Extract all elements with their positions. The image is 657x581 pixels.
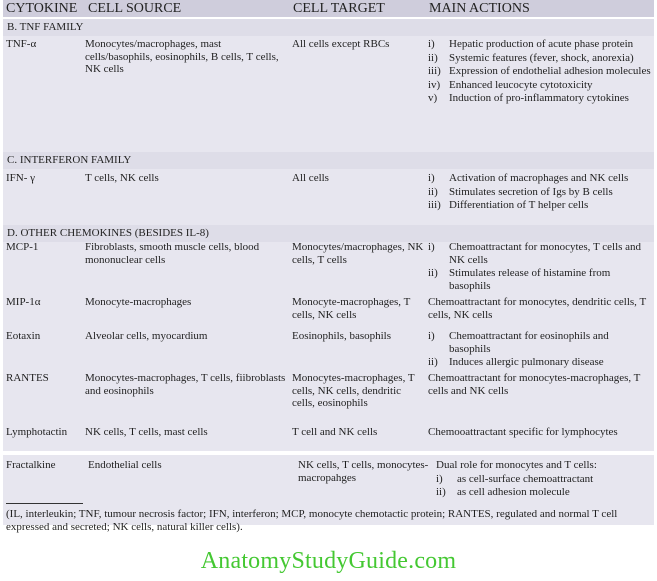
cell-target: T cell and NK cells: [292, 426, 378, 438]
footnote: (IL, interleukin; TNF, tumour necrosis factor; IFN, interferon; MCP, monocyte chemotactic protein; RANTES, regulated and normal T cell expressed and secreted; NK cells, natural killer cells).: [6, 508, 618, 533]
action-item: iii) Differentiation of T helper cells: [428, 199, 589, 211]
cytokine-name: RANTES: [6, 372, 49, 384]
action-item: ii) Systemic features (fever, shock, anorexia): [428, 51, 634, 64]
action-item: ii) Stimulates secretion of Igs by B cells: [428, 185, 613, 198]
cell-target: Monocytes-macrophages, T cells, NK cells, dendritic cells, eosinophils: [292, 372, 415, 409]
header-cell-target: CELL TARGET: [293, 1, 385, 16]
table-row-mcp1: [3, 241, 654, 293]
main-actions: [428, 330, 652, 369]
cell-source: Alveolar cells, myocardium: [85, 330, 208, 342]
cell-source: Monocytes-macrophages, T cells, fiibroblasts and eosinophils: [85, 372, 286, 397]
cell-source: Monocyte-macrophages: [85, 296, 192, 308]
action-item: i) Hepatic production of acute phase protein: [428, 38, 634, 50]
table-row-eotaxin: [3, 330, 654, 370]
cytokine-name: MCP-1: [6, 241, 39, 253]
cell-target: Monocyte-macrophages, T cells, NK cells: [292, 296, 411, 321]
header-cytokine: CYTOKINE: [6, 1, 78, 16]
cell-source: Monocytes/macrophages, mast cells/basophils, eosinophils, B cells, T cells, NK cells: [85, 38, 279, 75]
header-cell-source: CELL SOURCE: [88, 1, 182, 16]
main-actions: [428, 38, 652, 105]
cell-source: Endothelial cells: [88, 459, 162, 471]
section-title-interferon: C. INTERFERON FAMILY: [3, 152, 654, 169]
main-actions: Chemoattractant for monocytes, dendritic cells, T cells, NK cells: [428, 296, 647, 321]
watermark: AnatomyStudyGuide.com: [200, 548, 457, 574]
cell-target: All cells: [292, 172, 329, 184]
action-item: i) Activation of macrophages and NK cells: [428, 172, 629, 184]
cytokine-name: MIP-1α: [6, 296, 41, 308]
main-actions: [428, 172, 652, 212]
cell-target: All cells except RBCs: [292, 38, 390, 50]
action-item: ii) Induces allergic pulmonary disease: [428, 356, 604, 368]
action-item: iii) Expression of endothelial adhesion molecules: [428, 65, 651, 77]
cell-source: T cells, NK cells: [85, 172, 159, 184]
cell-source: Fibroblasts, smooth muscle cells, blood mononuclear cells: [85, 241, 260, 266]
action-item: ii) as cell adhesion molecule: [436, 486, 570, 498]
cytokine-name: Eotaxin: [6, 330, 41, 342]
cytokine-name: Lymphotactin: [6, 426, 68, 438]
table-header: [3, 0, 654, 17]
table-row-fractalkine: [3, 459, 654, 499]
table-row-tnf-alpha: [3, 38, 654, 150]
section-title-other-chemokines: D. OTHER CHEMOKINES (BESIDES IL-8): [3, 225, 654, 242]
cell-target: NK cells, T cells, monocytes-macropahges: [298, 459, 429, 484]
cytokine-name: IFN- γ: [6, 172, 35, 184]
action-item: iv) Enhanced leucocyte cytotoxicity: [428, 78, 593, 91]
header-main-actions: MAIN ACTIONS: [429, 1, 530, 16]
section-title-tnf: B. TNF FAMILY: [3, 19, 654, 36]
cell-target: Eosinophils, basophils: [292, 330, 392, 342]
cytokine-name: TNF-α: [6, 38, 37, 50]
table-row-lymphotactin: [3, 426, 654, 446]
table-row-ifn-gamma: [3, 172, 654, 224]
main-actions: [428, 241, 652, 292]
table-row-rantes: [3, 372, 654, 422]
cell-source: NK cells, T cells, mast cells: [85, 426, 208, 438]
action-intro: Dual role for monocytes and T cells:: [436, 459, 597, 471]
footnote-divider: [6, 503, 83, 504]
main-actions: [436, 459, 657, 499]
action-item: v) Induction of pro-inflammatory cytokines: [428, 92, 629, 104]
cytokine-name: Fractalkine: [6, 459, 56, 471]
action-item: i) as cell-surface chemoattractant: [436, 472, 594, 485]
main-actions: Chemoattractant for monocytes-macrophages, T cells and NK cells: [428, 372, 641, 397]
action-item: ii) Stimulates release of histamine from basophils: [428, 267, 611, 292]
action-item: i) Chemoattractant for eosinophils and basophils: [428, 330, 609, 355]
table-row-mip1-alpha: [3, 296, 654, 326]
cell-target: Monocytes/macrophages, NK cells, T cells: [292, 241, 424, 266]
main-actions: Chemooattractant specific for lymphocytes: [428, 426, 618, 438]
action-item: i) Chemoattractant for monocytes, T cells and NK cells: [428, 241, 642, 266]
